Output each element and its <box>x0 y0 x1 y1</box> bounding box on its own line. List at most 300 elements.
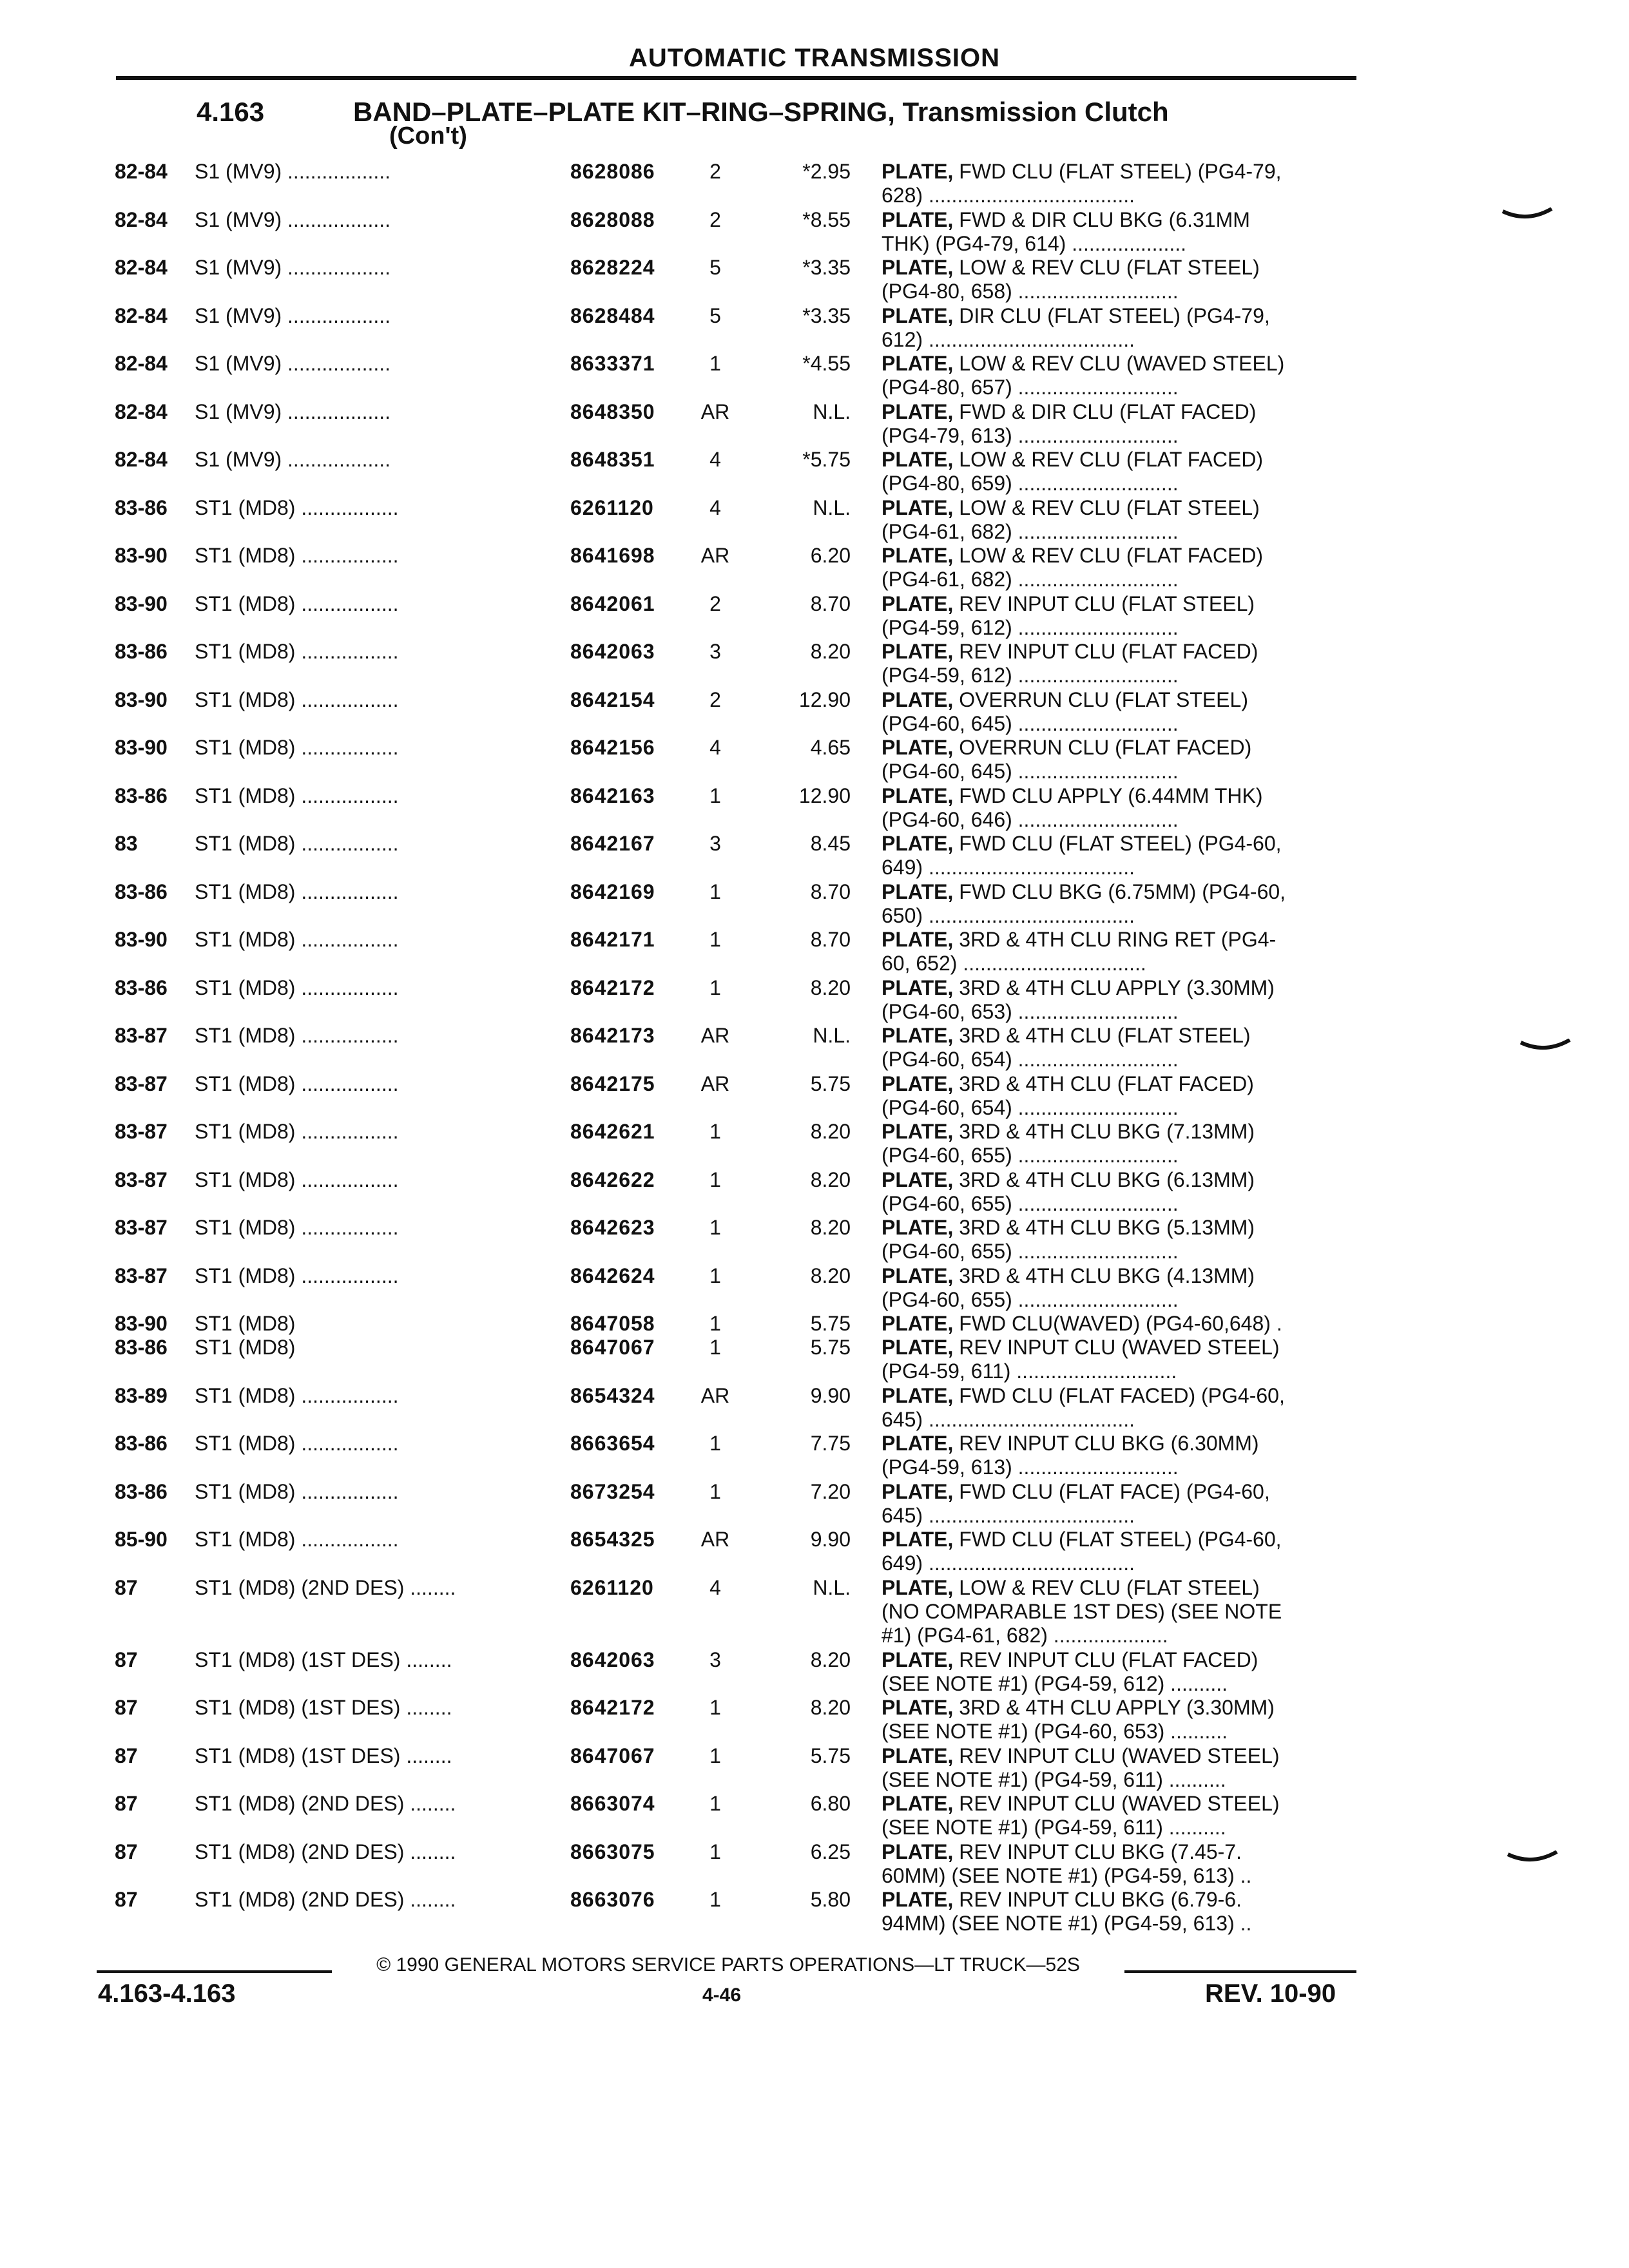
row-description-text: 3RD & 4TH CLU BKG (7.13MM) (PG4-60, 655) ............................ <box>882 1120 1255 1167</box>
row-part-number: 8642156 <box>570 736 655 759</box>
row-model: ST1 (MD8) ................. <box>195 640 399 663</box>
row-year: 82-84 <box>115 448 168 471</box>
row-description <box>882 1168 1352 1216</box>
row-description-head: PLATE, <box>882 448 954 471</box>
row-quantity: 1 <box>709 1264 721 1287</box>
row-model: ST1 (MD8) ................. <box>195 1072 399 1095</box>
row-quantity: 1 <box>709 1336 721 1359</box>
row-year: 87 <box>115 1648 138 1671</box>
row-price: 6.25 <box>810 1840 851 1863</box>
row-description-head: PLATE, <box>882 975 954 999</box>
row-part-number: 8642167 <box>570 832 655 855</box>
row-description <box>882 1432 1352 1479</box>
row-model: ST1 (MD8) (1ST DES) ........ <box>195 1648 452 1671</box>
row-part-number: 8654324 <box>570 1383 655 1407</box>
row-quantity: 2 <box>709 207 721 231</box>
row-description-head: PLATE, <box>882 1792 954 1815</box>
row-quantity: 1 <box>709 1120 721 1143</box>
row-model: ST1 (MD8) (2ND DES) ........ <box>195 1840 456 1863</box>
row-description-text: FWD CLU (FLAT STEEL) (PG4-60, 649) .................................... <box>882 832 1282 879</box>
row-description-text: LOW & REV CLU (FLAT FACED) (PG4-80, 659) ............................ <box>882 448 1264 495</box>
row-model: ST1 (MD8) <box>195 1312 296 1335</box>
row-year: 83-86 <box>115 1432 168 1455</box>
row-year: 82-84 <box>115 256 168 279</box>
row-part-number: 8642172 <box>570 1696 655 1719</box>
footer-page-number: 4-46 <box>702 1984 742 2006</box>
row-quantity: 3 <box>709 640 721 663</box>
row-model: ST1 (MD8) (2ND DES) ........ <box>195 1792 456 1815</box>
row-description <box>882 256 1352 303</box>
row-model: ST1 (MD8) ................. <box>195 1479 399 1503</box>
row-description <box>882 400 1352 448</box>
row-model: ST1 (MD8) ................. <box>195 736 399 759</box>
row-year: 87 <box>115 1575 138 1599</box>
row-price: 8.70 <box>810 928 851 951</box>
row-description-head: PLATE, <box>882 1432 954 1455</box>
row-year: 83-87 <box>115 1024 168 1047</box>
row-part-number: 8642061 <box>570 591 655 615</box>
row-model: S1 (MV9) .................. <box>195 352 391 375</box>
row-description-head: PLATE, <box>882 1336 954 1359</box>
row-quantity: 1 <box>709 879 721 903</box>
row-description-head: PLATE, <box>882 1648 954 1671</box>
row-price: 4.65 <box>810 736 851 759</box>
row-description-text: LOW & REV CLU (FLAT FACED) (PG4-61, 682) ............................ <box>882 544 1264 591</box>
row-description <box>882 1576 1352 1648</box>
row-part-number: 8647058 <box>570 1312 655 1335</box>
row-price: *3.35 <box>802 256 851 279</box>
row-part-number: 8663654 <box>570 1432 655 1455</box>
row-description-head: PLATE, <box>882 1383 954 1407</box>
row-price: *5.75 <box>802 448 851 471</box>
row-quantity: 1 <box>709 928 721 951</box>
row-description <box>882 928 1352 975</box>
row-description-head: PLATE, <box>882 544 954 567</box>
row-part-number: 8642172 <box>570 975 655 999</box>
row-description <box>882 304 1352 352</box>
row-description-text: 3RD & 4TH CLU BKG (4.13MM) (PG4-60, 655) ............................ <box>882 1264 1255 1311</box>
row-part-number: 8663076 <box>570 1888 655 1911</box>
row-price: 8.20 <box>810 975 851 999</box>
row-price: *8.55 <box>802 207 851 231</box>
row-price: 7.20 <box>810 1479 851 1503</box>
row-part-number: 8642063 <box>570 640 655 663</box>
row-quantity: 4 <box>709 495 721 519</box>
row-part-number: 8642624 <box>570 1264 655 1287</box>
row-year: 83-89 <box>115 1383 168 1407</box>
row-quantity: 3 <box>709 1648 721 1671</box>
row-quantity: 2 <box>709 160 721 183</box>
row-description <box>882 1480 1352 1528</box>
row-description-head: PLATE, <box>882 207 954 231</box>
row-quantity: 3 <box>709 832 721 855</box>
footer-section-range: 4.163-4.163 <box>98 1979 236 2008</box>
row-part-number: 8642163 <box>570 783 655 807</box>
row-description-text: REV INPUT CLU (WAVED STEEL) (SEE NOTE #1) (PG4-59, 611) .......... <box>882 1744 1280 1791</box>
row-description-text: REV INPUT CLU (FLAT FACED) (PG4-59, 612) ............................ <box>882 640 1258 687</box>
row-model: ST1 (MD8) (1ST DES) ........ <box>195 1696 452 1719</box>
row-description-head: PLATE, <box>882 1696 954 1719</box>
row-year: 82-84 <box>115 160 168 183</box>
row-description-head: PLATE, <box>882 687 954 711</box>
row-description-text: FWD & DIR CLU (FLAT FACED) (PG4-79, 613) ............................ <box>882 399 1257 447</box>
row-description-head: PLATE, <box>882 1120 954 1143</box>
row-description <box>882 1336 1352 1383</box>
row-description-text: REV INPUT CLU (FLAT FACED) (SEE NOTE #1) (PG4-59, 612) .......... <box>882 1648 1258 1695</box>
row-price: 8.20 <box>810 1216 851 1239</box>
row-year: 83-86 <box>115 640 168 663</box>
row-description-text: 3RD & 4TH CLU (FLAT STEEL) (PG4-60, 654) ............................ <box>882 1024 1251 1071</box>
row-price: 12.90 <box>798 783 851 807</box>
row-description-head: PLATE, <box>882 256 954 279</box>
row-description-text: FWD & DIR CLU BKG (6.31MM THK) (PG4-79, 614) .................... <box>882 207 1250 255</box>
row-description-text: 3RD & 4TH CLU RING RET (PG4- 60, 652) ................................ <box>882 928 1277 975</box>
row-year: 82-84 <box>115 399 168 423</box>
row-description-head: PLATE, <box>882 1744 954 1767</box>
row-description <box>882 208 1352 256</box>
row-description-text: FWD CLU (FLAT FACE) (PG4-60, 645) .................................... <box>882 1479 1270 1527</box>
row-part-number: 8648351 <box>570 448 655 471</box>
row-quantity: 1 <box>709 1696 721 1719</box>
row-price: 5.75 <box>810 1744 851 1767</box>
row-description-head: PLATE, <box>882 736 954 759</box>
row-description <box>882 592 1352 640</box>
row-price: 5.75 <box>810 1336 851 1359</box>
row-quantity: 1 <box>709 1840 721 1863</box>
row-model: ST1 (MD8) ................. <box>195 687 399 711</box>
row-description-text: 3RD & 4TH CLU BKG (6.13MM) (PG4-60, 655) ............................ <box>882 1168 1255 1215</box>
row-quantity: 5 <box>709 256 721 279</box>
row-description-head: PLATE, <box>882 1312 954 1335</box>
row-model: ST1 (MD8) (2ND DES) ........ <box>195 1575 456 1599</box>
row-quantity: 1 <box>709 352 721 375</box>
row-price: 8.20 <box>810 1120 851 1143</box>
row-year: 83-86 <box>115 495 168 519</box>
row-description <box>882 1072 1352 1120</box>
row-description <box>882 1120 1352 1168</box>
row-quantity: AR <box>700 1072 730 1095</box>
row-description <box>882 1264 1352 1312</box>
row-model: ST1 (MD8) ................. <box>195 1216 399 1239</box>
row-price: 5.80 <box>810 1888 851 1911</box>
section-number: 4.163 <box>197 97 265 127</box>
row-year: 83-86 <box>115 879 168 903</box>
row-year: 82-84 <box>115 207 168 231</box>
row-quantity: 1 <box>709 1216 721 1239</box>
row-description-text: LOW & REV CLU (WAVED STEEL) (PG4-80, 657) ............................ <box>882 352 1285 399</box>
row-part-number: 8673254 <box>570 1479 655 1503</box>
row-price: N.L. <box>813 495 851 519</box>
row-part-number: 8642063 <box>570 1648 655 1671</box>
footer-rule-left <box>97 1970 332 1973</box>
row-description-head: PLATE, <box>882 640 954 663</box>
row-part-number: 8642621 <box>570 1120 655 1143</box>
row-description-text: OVERRUN CLU (FLAT FACED) (PG4-60, 645) ............................ <box>882 736 1252 783</box>
row-year: 83-90 <box>115 544 168 567</box>
row-description-text: 3RD & 4TH CLU APPLY (3.30MM) (PG4-60, 653) ............................ <box>882 975 1275 1023</box>
footer-revision: REV. 10-90 <box>1205 1979 1336 2008</box>
row-price: N.L. <box>813 399 851 423</box>
row-part-number: 8647067 <box>570 1336 655 1359</box>
row-description-text: FWD CLU APPLY (6.44MM THK) (PG4-60, 646) ............................ <box>882 783 1263 831</box>
row-year: 83-87 <box>115 1264 168 1287</box>
row-quantity: 5 <box>709 303 721 327</box>
footer-copyright: © 1990 GENERAL MOTORS SERVICE PARTS OPERATIONS—LT TRUCK—52S <box>376 1954 1080 1975</box>
margin-check-mark <box>1519 1039 1571 1057</box>
row-quantity: AR <box>700 399 730 423</box>
row-description-head: PLATE, <box>882 160 954 183</box>
row-model: S1 (MV9) .................. <box>195 448 391 471</box>
row-description-head: PLATE, <box>882 783 954 807</box>
row-model: ST1 (MD8) (1ST DES) ........ <box>195 1744 452 1767</box>
row-description <box>882 1888 1352 1936</box>
row-model: S1 (MV9) .................. <box>195 399 391 423</box>
row-year: 83 <box>115 832 138 855</box>
row-price: 12.90 <box>798 687 851 711</box>
row-year: 83-87 <box>115 1072 168 1095</box>
row-part-number: 8642173 <box>570 1024 655 1047</box>
row-description-head: PLATE, <box>882 928 954 951</box>
row-description <box>882 640 1352 687</box>
row-description-head: PLATE, <box>882 1528 954 1551</box>
row-description-text: LOW & REV CLU (FLAT STEEL) (PG4-61, 682) ............................ <box>882 495 1260 543</box>
row-model: ST1 (MD8) ................. <box>195 975 399 999</box>
row-description <box>882 1312 1352 1336</box>
row-price: *2.95 <box>802 160 851 183</box>
row-part-number: 8628088 <box>570 207 655 231</box>
row-description-head: PLATE, <box>882 1024 954 1047</box>
row-description <box>882 352 1352 399</box>
row-description-text: 3RD & 4TH CLU BKG (5.13MM) (PG4-60, 655) ............................ <box>882 1216 1255 1263</box>
row-description-text: 3RD & 4TH CLU APPLY (3.30MM) (SEE NOTE #1) (PG4-60, 653) .......... <box>882 1696 1275 1743</box>
row-model: ST1 (MD8) ................. <box>195 591 399 615</box>
row-description-text: LOW & REV CLU (FLAT STEEL) (PG4-80, 658) ............................ <box>882 256 1260 303</box>
row-description <box>882 1648 1352 1696</box>
row-model: ST1 (MD8) ................. <box>195 879 399 903</box>
row-price: 8.20 <box>810 1264 851 1287</box>
row-part-number: 8628086 <box>570 160 655 183</box>
row-description-head: PLATE, <box>882 1479 954 1503</box>
row-part-number: 8654325 <box>570 1528 655 1551</box>
row-price: 8.70 <box>810 591 851 615</box>
row-model: ST1 (MD8) ................. <box>195 783 399 807</box>
row-quantity: 1 <box>709 1312 721 1335</box>
section-subtitle: (Con't) <box>389 122 467 149</box>
row-description-text: REV INPUT CLU (WAVED STEEL) (SEE NOTE #1) (PG4-59, 611) .......... <box>882 1792 1280 1839</box>
row-part-number: 8642169 <box>570 879 655 903</box>
row-description <box>882 1792 1352 1840</box>
row-quantity: 1 <box>709 1744 721 1767</box>
row-year: 83-90 <box>115 736 168 759</box>
row-description <box>882 1024 1352 1072</box>
row-quantity: 1 <box>709 1888 721 1911</box>
row-year: 85-90 <box>115 1528 168 1551</box>
row-model: ST1 (MD8) ................. <box>195 928 399 951</box>
row-description-text: DIR CLU (FLAT STEEL) (PG4-79, 612) .................................... <box>882 303 1270 351</box>
row-quantity: AR <box>700 1383 730 1407</box>
row-model: S1 (MV9) .................. <box>195 207 391 231</box>
row-description <box>882 544 1352 591</box>
row-description <box>882 160 1352 207</box>
row-description-head: PLATE, <box>882 352 954 375</box>
row-quantity: AR <box>700 1024 730 1047</box>
row-description-text: OVERRUN CLU (FLAT STEEL) (PG4-60, 645) ............................ <box>882 687 1248 735</box>
row-price: *3.35 <box>802 303 851 327</box>
row-year: 83-90 <box>115 687 168 711</box>
row-quantity: 1 <box>709 1792 721 1815</box>
row-description <box>882 1744 1352 1792</box>
row-description <box>882 880 1352 928</box>
row-year: 87 <box>115 1792 138 1815</box>
row-model: ST1 (MD8) ................. <box>195 1264 399 1287</box>
row-description <box>882 688 1352 736</box>
row-description-head: PLATE, <box>882 303 954 327</box>
row-model: ST1 (MD8) ................. <box>195 1432 399 1455</box>
row-quantity: 2 <box>709 687 721 711</box>
row-description-text: REV INPUT CLU BKG (6.79-6. 94MM) (SEE NOTE #1) (PG4-59, 613) .. <box>882 1888 1252 1935</box>
row-model: ST1 (MD8) ................. <box>195 1528 399 1551</box>
row-description <box>882 1696 1352 1744</box>
row-model: S1 (MV9) .................. <box>195 303 391 327</box>
row-price: 6.80 <box>810 1792 851 1815</box>
row-description <box>882 976 1352 1024</box>
row-year: 83-90 <box>115 928 168 951</box>
margin-check-mark <box>1501 207 1553 226</box>
row-description-text: REV INPUT CLU BKG (6.30MM) (PG4-59, 613) ............................ <box>882 1432 1259 1479</box>
row-part-number: 8641698 <box>570 544 655 567</box>
row-price: N.L. <box>813 1575 851 1599</box>
row-part-number: 8648350 <box>570 399 655 423</box>
page-header-title: AUTOMATIC TRANSMISSION <box>628 44 1001 72</box>
row-year: 87 <box>115 1744 138 1767</box>
row-description-head: PLATE, <box>882 495 954 519</box>
row-part-number: 8642154 <box>570 687 655 711</box>
row-model: ST1 (MD8) ................. <box>195 1168 399 1191</box>
row-price: 9.90 <box>810 1528 851 1551</box>
row-description-text: LOW & REV CLU (FLAT STEEL) (NO COMPARABLE 1ST DES) (SEE NOTE #1) (PG4-61, 682) .................... <box>882 1575 1282 1647</box>
row-year: 83-86 <box>115 975 168 999</box>
row-quantity: AR <box>700 1528 730 1551</box>
row-part-number: 8663075 <box>570 1840 655 1863</box>
row-model: ST1 (MD8) ................. <box>195 495 399 519</box>
row-description <box>882 784 1352 832</box>
row-description-text: REV INPUT CLU (FLAT STEEL) (PG4-59, 612) ............................ <box>882 591 1255 639</box>
row-price: 8.70 <box>810 879 851 903</box>
margin-check-mark <box>1507 1850 1558 1869</box>
row-quantity: 4 <box>709 448 721 471</box>
row-year: 83-87 <box>115 1120 168 1143</box>
row-description-head: PLATE, <box>882 1216 954 1239</box>
row-part-number: 8628484 <box>570 303 655 327</box>
row-part-number: 6261120 <box>570 495 654 519</box>
row-description-head: PLATE, <box>882 399 954 423</box>
row-description-text: FWD CLU BKG (6.75MM) (PG4-60, 650) .................................... <box>882 879 1286 927</box>
row-description-head: PLATE, <box>882 1575 954 1599</box>
row-model: ST1 (MD8) ................. <box>195 544 399 567</box>
row-description <box>882 496 1352 544</box>
row-model: ST1 (MD8) ................. <box>195 1024 399 1047</box>
row-model: ST1 (MD8) <box>195 1336 296 1359</box>
row-price: 8.20 <box>810 1648 851 1671</box>
row-quantity: AR <box>700 544 730 567</box>
row-description <box>882 832 1352 879</box>
row-price: 5.75 <box>810 1312 851 1335</box>
row-year: 87 <box>115 1840 138 1863</box>
row-quantity: 1 <box>709 975 721 999</box>
row-price: 8.20 <box>810 640 851 663</box>
row-year: 83-90 <box>115 591 168 615</box>
row-description <box>882 1528 1352 1575</box>
row-part-number: 8663074 <box>570 1792 655 1815</box>
row-description-text: FWD CLU (FLAT FACED) (PG4-60, 645) .................................... <box>882 1383 1285 1431</box>
row-price: 9.90 <box>810 1383 851 1407</box>
row-quantity: 2 <box>709 591 721 615</box>
row-quantity: 1 <box>709 1432 721 1455</box>
row-description <box>882 448 1352 495</box>
row-description-head: PLATE, <box>882 1264 954 1287</box>
row-model: ST1 (MD8) ................. <box>195 1383 399 1407</box>
row-year: 83-86 <box>115 1336 168 1359</box>
row-quantity: 4 <box>709 736 721 759</box>
row-year: 87 <box>115 1696 138 1719</box>
row-year: 82-84 <box>115 303 168 327</box>
row-model: ST1 (MD8) ................. <box>195 832 399 855</box>
row-part-number: 8628224 <box>570 256 655 279</box>
row-description-head: PLATE, <box>882 1888 954 1911</box>
section-title: BAND–PLATE–PLATE KIT–RING–SPRING, Transmission Clutch <box>353 97 1169 127</box>
row-quantity: 1 <box>709 783 721 807</box>
row-price: 8.45 <box>810 832 851 855</box>
row-description-head: PLATE, <box>882 1168 954 1191</box>
row-price: *4.55 <box>802 352 851 375</box>
row-description-text: REV INPUT CLU BKG (7.45-7. 60MM) (SEE NOTE #1) (PG4-59, 613) .. <box>882 1840 1252 1887</box>
row-part-number: 8633371 <box>570 352 655 375</box>
row-price: 6.20 <box>810 544 851 567</box>
row-price: N.L. <box>813 1024 851 1047</box>
row-model: S1 (MV9) .................. <box>195 256 391 279</box>
row-price: 5.75 <box>810 1072 851 1095</box>
row-part-number: 8642623 <box>570 1216 655 1239</box>
row-description <box>882 1840 1352 1888</box>
row-description-text: REV INPUT CLU (WAVED STEEL) (PG4-59, 611) ............................ <box>882 1336 1280 1383</box>
row-part-number: 8647067 <box>570 1744 655 1767</box>
row-description-head: PLATE, <box>882 832 954 855</box>
row-description-text: 3RD & 4TH CLU (FLAT FACED) (PG4-60, 654) ............................ <box>882 1072 1254 1119</box>
row-price: 7.75 <box>810 1432 851 1455</box>
row-description-head: PLATE, <box>882 1072 954 1095</box>
row-year: 83-86 <box>115 783 168 807</box>
row-part-number: 8642622 <box>570 1168 655 1191</box>
row-part-number: 6261120 <box>570 1575 654 1599</box>
row-year: 83-86 <box>115 1479 168 1503</box>
row-description-head: PLATE, <box>882 1840 954 1863</box>
row-description-text: FWD CLU (FLAT STEEL) (PG4-79, 628) .................................... <box>882 160 1282 207</box>
row-year: 83-87 <box>115 1168 168 1191</box>
row-price: 8.20 <box>810 1696 851 1719</box>
row-year: 87 <box>115 1888 138 1911</box>
row-quantity: 1 <box>709 1168 721 1191</box>
row-price: 8.20 <box>810 1168 851 1191</box>
row-description-head: PLATE, <box>882 879 954 903</box>
row-year: 83-87 <box>115 1216 168 1239</box>
footer-rule-right <box>1124 1970 1356 1973</box>
row-model: S1 (MV9) .................. <box>195 160 391 183</box>
row-part-number: 8642171 <box>570 928 655 951</box>
row-description-text: FWD CLU (FLAT STEEL) (PG4-60, 649) .................................... <box>882 1528 1282 1575</box>
row-model: ST1 (MD8) (2ND DES) ........ <box>195 1888 456 1911</box>
row-model: ST1 (MD8) ................. <box>195 1120 399 1143</box>
row-description <box>882 1384 1352 1432</box>
